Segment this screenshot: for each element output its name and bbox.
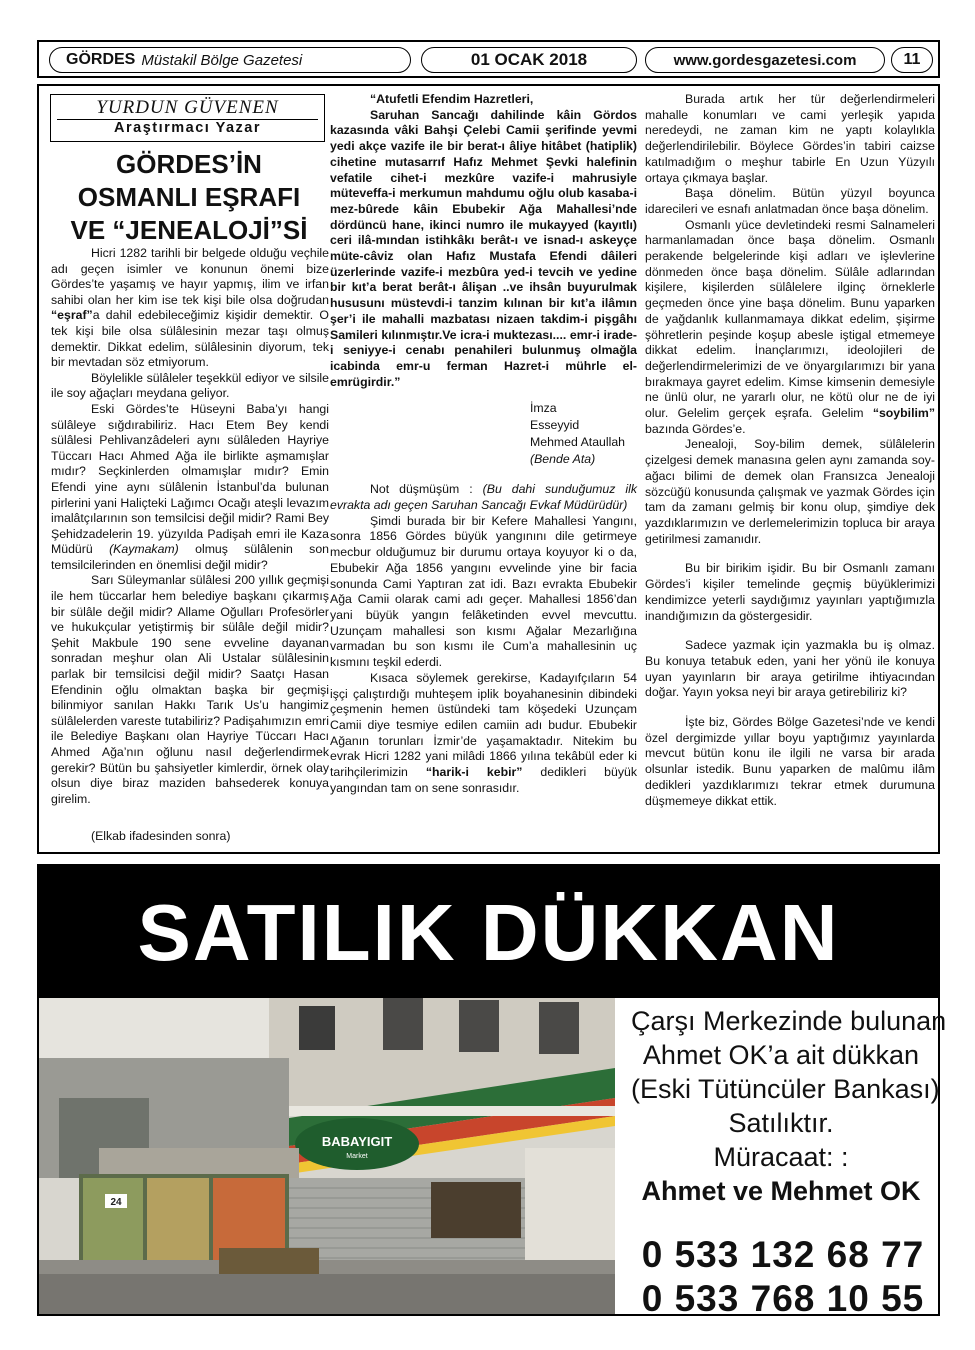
article-footnote: (Elkab ifadesinden sonra) <box>91 829 231 844</box>
author-box <box>50 94 325 142</box>
paragraph: Osmanlı yüce devletindeki resmi Salnameleri harmanlamadan önce başa dönelim. Osmanlı perakende belgelerinde kişi adları ve işlevlerine dönmeden önce başa dönelim. Sülâle adlarından kişilere, kişilerden sülâlelere ilginç örneklerle geçmeden önce yine başa dönelim. Bunu yaparken de yağdanlık kullanmamaya dikkat edelim, şişirme şöhretlerin peşinde koşup abesle iştigal etmemeye dikkat edelim. İnançlarımızı, ideolojileri de değerlendirmelerimizi de ve önyargılarımızı bir yana bırakmaya gayret edelim. Kimse kimsenin demesiyle ne ünlü olur, ne yararlı olur, ne kötü olur ne de iyi olur. Gelelim gerçek eşrafa. Gelelim “soybilim” bazında Gördes’e. <box>645 217 935 436</box>
ad-line-1: Çarşı Merkezinde bulunan <box>631 1006 947 1036</box>
store-sign-subtext: Market <box>346 1153 368 1160</box>
ad-line-4: Satılıktır. <box>728 1108 834 1138</box>
article <box>37 84 940 854</box>
author-name: YURDUN GÜVENEN <box>96 97 279 118</box>
article-column-1 <box>51 246 329 845</box>
ad-headline: SATILIK DÜKKAN <box>39 866 938 998</box>
ad-contact-name: Ahmet ve Mehmet OK <box>641 1176 921 1206</box>
page-number: 11 <box>891 47 933 73</box>
paragraph: Hicri 1282 tarihli bir belgede olduğu veçhile adı geçen isimler ve konunun önemi bize Gördes’te yaşamış ve hayır yapmış, ilim ve irfan sahibi olan her kim ise tek kişi bile olsa doğrudan “eşraf”a dahil edebileceğimiz kişidir demektir. O tek kişi bile olsa sülâlesinin mezar taşı olmuş demektir. Dikkat edelim, sülâlesinin diyorum, tek bir mevtadan söz etmiyorum. <box>51 246 329 370</box>
paragraph: Sarı Süleymanlar sülâlesi 200 yıllık geçmişi ile hem tüccarlar hem belediye başkanı çıkarmış bir sülâle değil midir? Allame Oğulları Profesörler ve hukukçular yetiştirmiş bir sülâle değil midir? Şehit Makbule 190 sene evveline dayanan sonradan meşhur olan Ali Ustalar sülâlesinin parlak bir temsilcisi değil midir? Saatçı Hasan Efendinin oğlu olmaktan başka bir geçmişi bilinmiyor sanılan Hakkı Tarık Us’u hangimiz sülâlelerden vareste tutabiliriz? Padişahımızın emri ile Belediye Başkanı olan Hayriye Tüccarı Hacı Ahmed Ağa’nın oğlunu nasıl değerlendirmek gerekir? Bütün bu şahsiyetler kimlerdir, örnek olay olsun diye biraz maziden bahsederek konuya girelim. <box>51 573 329 806</box>
paragraph: Burada artık her tür değerlendirmeleri mahalle konumları ve cami yerleşik yapıda neredeydi, ne zaman kim ne yaptı kolaylıkla değerlendirilebilir. Böylece Gördes’in tabiri caizse katılmadığım o meşhur tabirle En Uzun Yüzyılı ortaya çıkmaya başlar. <box>645 92 935 185</box>
article-column-2 <box>330 92 637 796</box>
paragraph: Sadece yazmak için yazmakla bu iş olmaz. Bu konuya tetabuk eden, yani her yönü ile konuya uyan yayınların bir araya getirilme ihtiyacından doğar. Yayın yoksa neyi bir araya getirebiliriz ki? <box>645 638 935 700</box>
paragraph: Bu bir birikim işidir. Bu bir Osmanlı zamanı Gördes’i kişiler temelinde geçmiş büyüklerimizi kendimizce yeterli saydığımız yayınları yaptığımızla inandığımızın da göstergesidir. <box>645 561 935 623</box>
ad-description <box>631 1004 947 1208</box>
headline-line-2: OSMANLI EŞRAFI <box>77 182 301 212</box>
letter-salutation: “Atufetli Efendim Hazretleri, <box>370 92 534 106</box>
paragraph: İşte biz, Gördes Bölge Gazetesi’nde ve kendi özel dergimizde yıllar boyu yaptığımız yayınlarda mevcut bütün konu ile ilgili ne varsa bir arada olsunlar istedik. Bunu yaparken de malûmu ilâm dedikleri yazdıklarımızı tekrar etmek durumuna düşmemeye dikkat ettik. <box>645 715 935 808</box>
article-column-3 <box>645 92 935 809</box>
website-link[interactable]: www.gordesgazetesi.com <box>645 47 885 73</box>
paragraph: Şimdi burada bir bir Kefere Mahallesi Yangını, sonra 1856 Gördes büyük yangınını dile getirmeye mecbur olduğumuz bir durumu ortaya koyuyor ki o da, Ebubekir Ağa 1856 yangını evvelinde yine bir facia sonunda Cami Yaptıran zat idi. Bazı evrakta Ebubekir Ağa Camii olarak cami adı geçer. Mahallesi 1856’dan yani büyük yangın felâketinden evvel mevcuttu. Uzunçam mahallesi son kısmı Ağalar Mezarlığına varmadan bu son kısmı ile Cum’a mahallesinin uç kısmını teşkil ederdi. <box>330 513 637 670</box>
newspaper-subtitle: Müstakil Bölge Gazetesi <box>141 51 303 69</box>
store-sign-text: BABAYIGIT <box>321 1134 393 1149</box>
issue-date: 01 OCAK 2018 <box>421 47 637 73</box>
price-tag-text: 24 <box>110 1197 122 1208</box>
article-headline <box>47 148 331 247</box>
paragraph: Kısaca söylemek gerekirse, Kadayıfçıların 54 işçi çalıştırdığı muhteşem iplik boyahanesinin dibindeki çeşmenin hemen üstündeki tam köşedeki Uzunçam Camii diye tesmiye edilen camiin adı budur. Ebubekir Ağanın torunları İzmir’de yaşamaktadır. Nitekim bu evrak Hicri 1282 yani milâdi 1866 yılına tekâbül eder ki tarihçilerimizin “harik-i kebir” dedikleri büyük yangından tam on sene sonrasıdır. <box>330 670 637 795</box>
phone-number-2[interactable]: 0 533 768 10 55 <box>641 1278 925 1319</box>
headline-line-1: GÖRDES’İN <box>116 149 262 179</box>
headline-line-3: VE “JENEALOJİ”Sİ <box>70 215 308 245</box>
phone-number-1[interactable]: 0 533 132 68 77 <box>641 1234 925 1275</box>
shop-for-sale-ad <box>37 864 947 1319</box>
paragraph: Jenealoji, Soy-bilim demek, sülâlelerin çizelgesi demek manasına gelen aynı zamanda soy-ağacı bilimi de demek olan Fransızca Jenealoji sözcüğü konusunda çalışmak ve yazmak Gördes için tam da zamanı gelmiş bir konu olup, şimdiye dek yazdıklarımızın ve derlemelerimizin topluca bir araya getirilmesi zamanıdır. <box>645 437 935 546</box>
paragraph: Böylelikle sülâleler teşekkül ediyor ve silsile ile soy ağaçları meydana geliyor. <box>51 370 329 401</box>
ad-line-3: (Eski Tütüncüler Bankası) <box>631 1074 940 1104</box>
page-header <box>37 40 940 78</box>
paragraph: Not düşmüşüm : (Bu dahi sunduğumuz ilk evrakta adı geçen Saruhan Sancağı Evkaf Müdürüdür) <box>330 482 637 513</box>
paragraph: Başa dönelim. Bütün yüzyıl boyunca idarecileri ve esnafı anlatmadan önce başa dönelim. <box>645 186 935 216</box>
signature-block: İmza Esseyyid Mehmed Ataullah (Bende Ata) <box>530 401 626 467</box>
author-role: Araştırmacı Yazar <box>57 119 318 137</box>
letter-body: Saruhan Sancağı dahilinde kâin Gördos kazasında vâki Bahşi Çelebi Camii şerifinde yevmi yedi akçe vazife ile bir berat-ı âliye hitâbet (hatiplik) cihetine mutasarrıf Hafız Mehmet Şevki halefinin vefatile cihet-i mezkûre vazife-i mahrusiyle müteveffa-i merkumun mahdumu oğlu olub kasaba-i mez-bûrede kâin Ebubekir Ağa Mahallesi’nde dördüncü hane, ikinci numro ile mukayyed (kayıtlı) ceri ilâ-mından istihkâkı berât-ı ve isnad-ı askeyçe müte-câviz olan Hafız Mustafa Efendi dâileri üzerlerinde vazife-i mezbûra yed-i tevcih ve yedine bir kıt’a berat berât-ı âlişan ..ve ihsân buyurulmak hususunı müstevdi-i tanzim kılınan bir kıt’a ilâmın şer’i ile mahalli mazbatası nizaen takdim-i pişgâhı Samileri kılınmıştır.Ve icra-i muktezası.... emr-i irade-i seniyye-i cenabı penahileri bulunmuş olmağla icabinda emr-u ferman Hazret-i mührle el-emrügirdir.” <box>330 107 637 389</box>
ad-line-5: Müracaat: : <box>713 1142 849 1172</box>
paragraph: Eski Gördes’te Hüseyni Baba’yı hangi sülâleye sığdırabiliriz. Hacı Etem Bey kendi sülâlesi Pehlivanzâdeleri aynı sülâleden Hayriye Tüccarı Hacı Ahmed Ağa ile birlikte aşmamışlar mıdır? Seçkinlerden olmamışlar mıdır? Emin Efendi yine aynı sülâlenin İstanbul’da bulunan pirlerini yani Haliçteki Lağımcı Ocağı ateşli levazım imalâtçılarının son temsilcisi değil midir? Rami Bey Şehidzadelerin 19. yüzyılda Padişah emri ile Kaza Müdürü (Kaymakam) olmuş sülâlenin son temsilcilerinden en önemlisi değil midir? <box>51 401 329 572</box>
newspaper-title: GÖRDES <box>66 51 136 68</box>
shop-photo <box>39 998 615 1314</box>
newspaper-name <box>49 47 411 73</box>
ad-line-2: Ahmet OK’a ait dükkan <box>642 1040 920 1070</box>
